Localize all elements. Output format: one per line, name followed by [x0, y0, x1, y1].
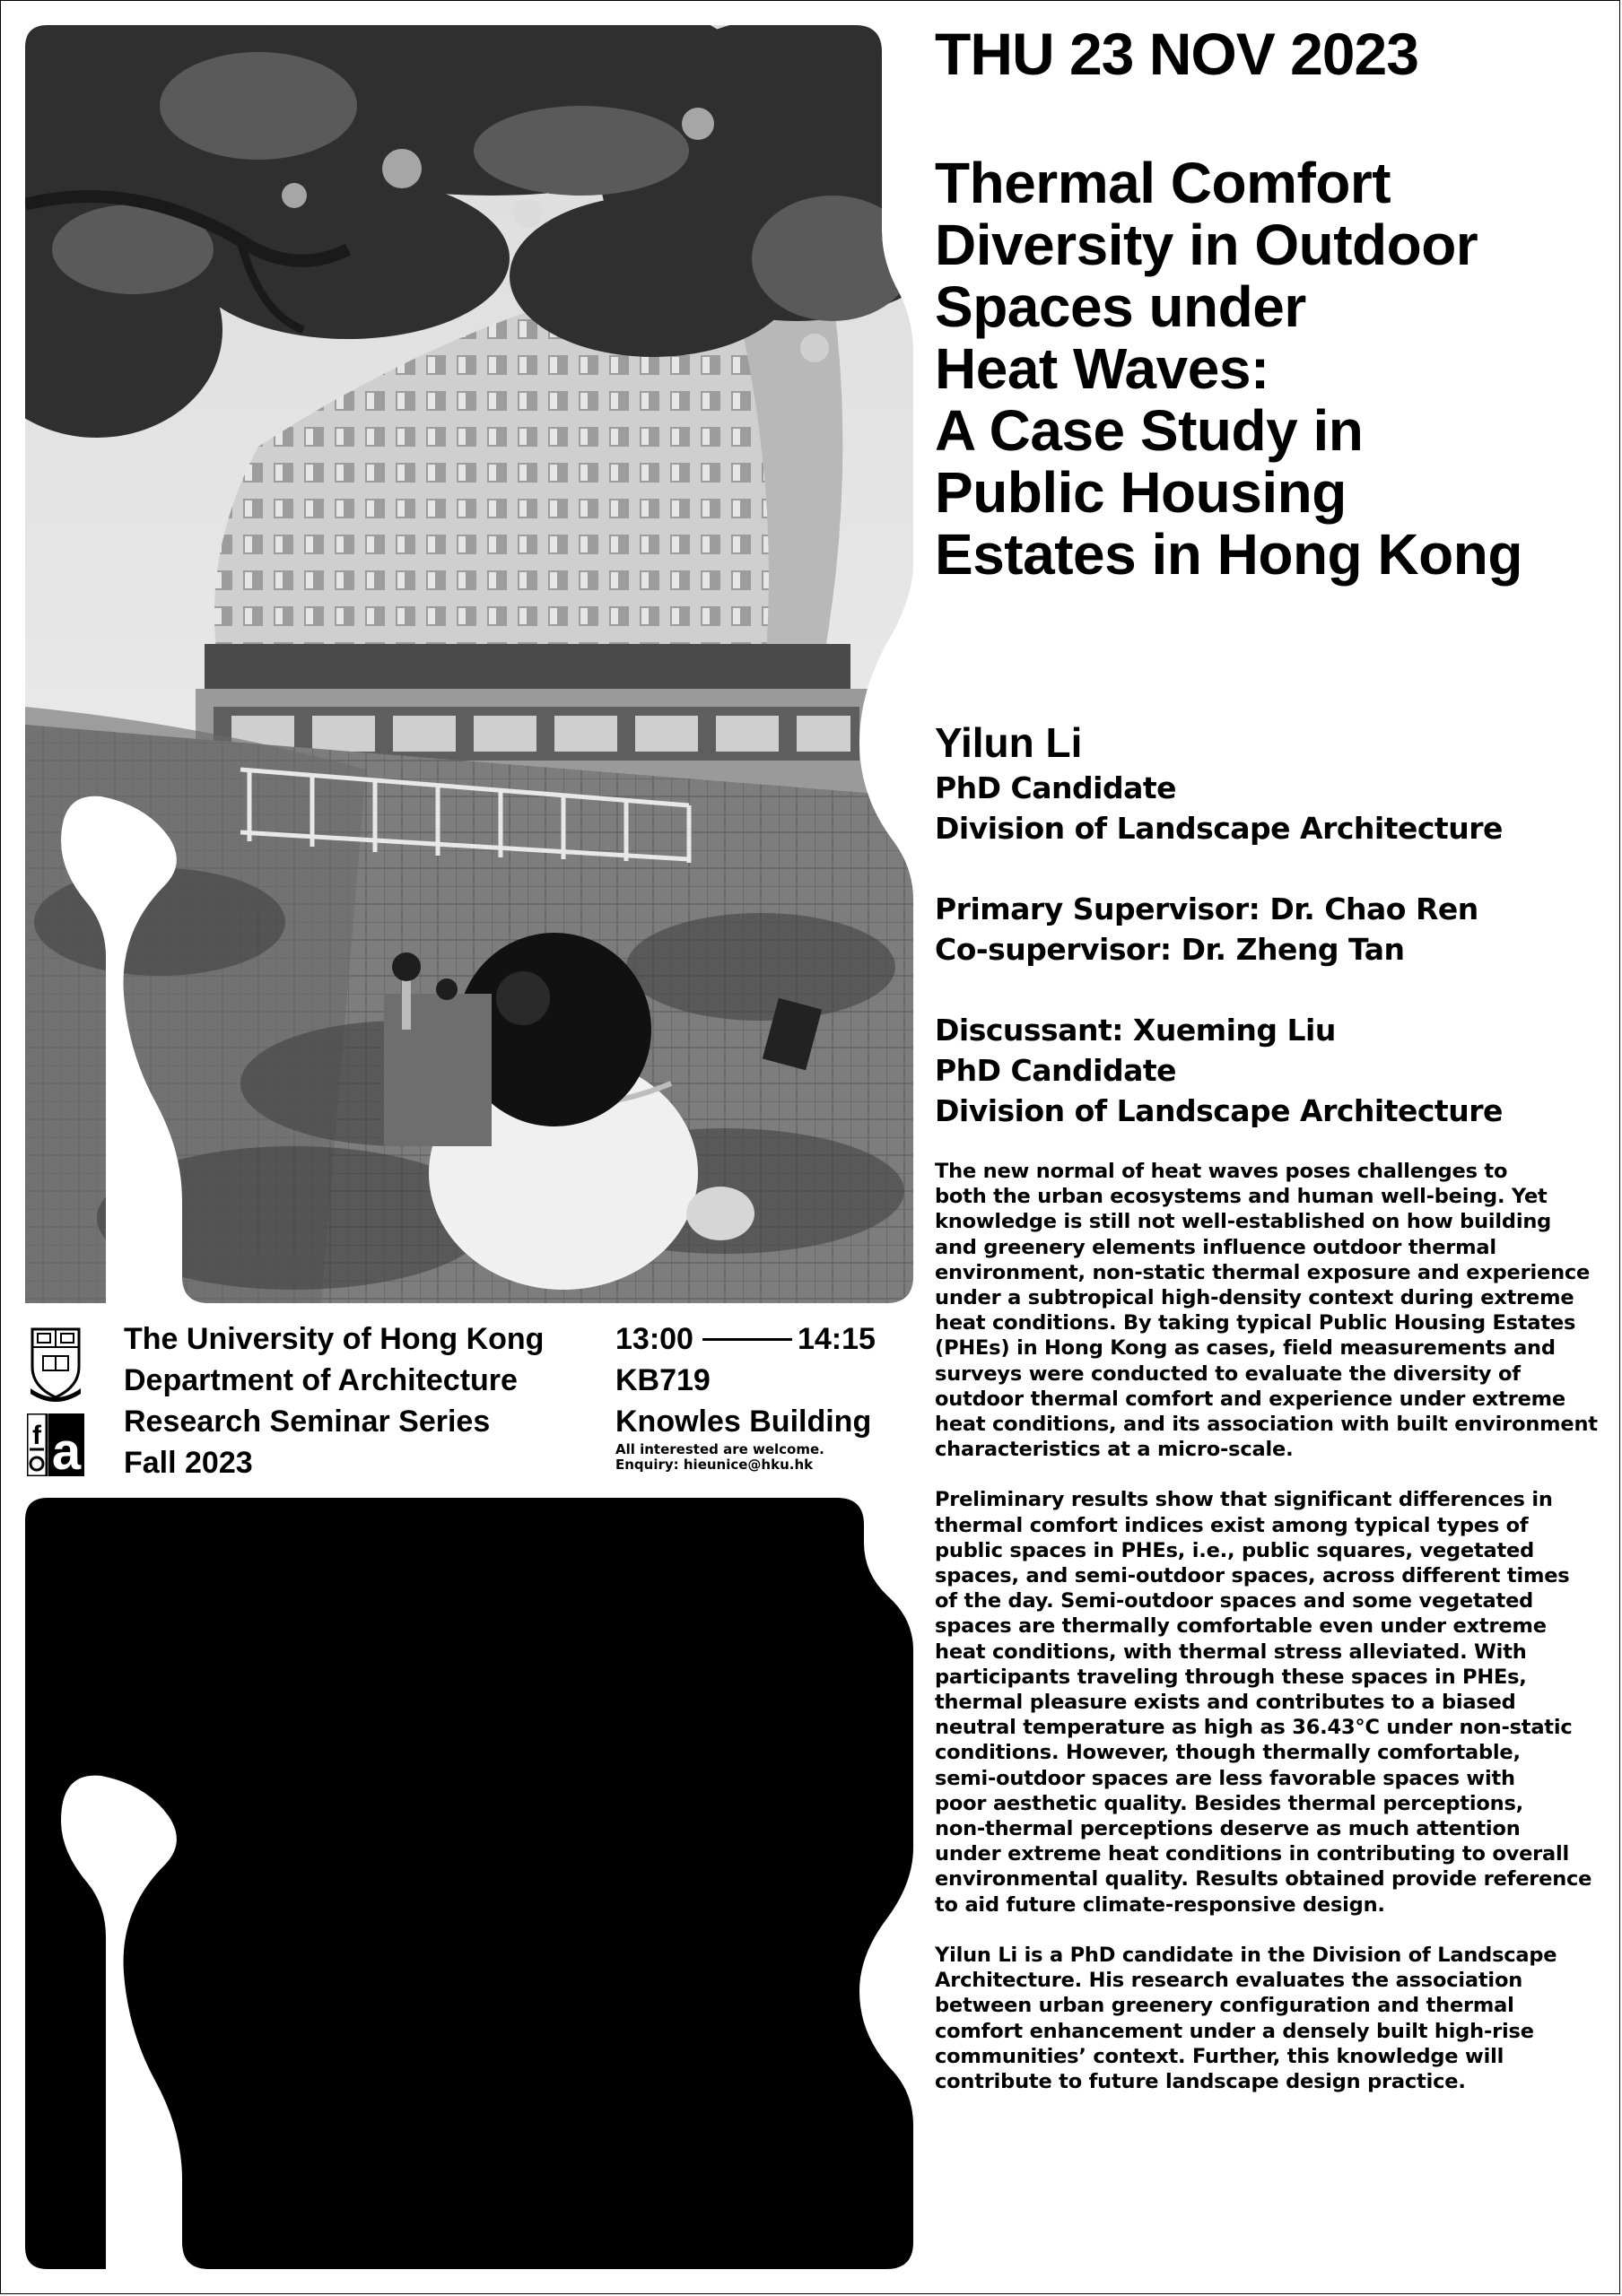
fa-logo-letter-a: a	[51, 1422, 82, 1476]
abstract-line: under a subtropical high-density context during extreme	[935, 1286, 1574, 1310]
event-room: KB719	[615, 1363, 711, 1397]
time-start: 13:00	[615, 1322, 693, 1356]
title-line: Thermal Comfort	[935, 151, 1391, 215]
abstract-line: heat conditions, with thermal stress alleviated. With	[935, 1639, 1527, 1664]
time-end: 14:15	[797, 1322, 876, 1356]
title-line: Estates in Hong Kong	[935, 522, 1522, 587]
abstract-line: participants traveling through these spaces in PHEs,	[935, 1665, 1527, 1689]
event-date: THU 23 NOV 2023	[935, 21, 1418, 87]
event-time	[615, 1318, 903, 1360]
fa-logo-letter-f: f	[32, 1421, 41, 1450]
time-range-dash	[702, 1338, 792, 1341]
abstract-line: thermal comfort indices exist among typical types of	[935, 1513, 1529, 1537]
department-name: Department of Architecture	[124, 1363, 518, 1397]
abstract-line: knowledge is still not well-established on how building	[935, 1210, 1552, 1234]
welcome-note: All interested are welcome.	[615, 1441, 824, 1457]
blob-svg	[25, 1498, 913, 2269]
abstract-paragraph-1	[935, 1159, 1608, 1462]
co-supervisor: Co-supervisor: Dr. Zheng Tan	[935, 932, 1405, 967]
abstract-line: (PHEs) in Hong Kong as cases, field measurements and	[935, 1336, 1556, 1361]
event-details	[615, 1318, 903, 1473]
abstract-line: of the day. Semi-outdoor spaces and some vegetated	[935, 1589, 1534, 1613]
abstract-line: conditions. However, though thermally comfortable,	[935, 1741, 1521, 1765]
abstract-line: The new normal of heat waves poses challenges to	[935, 1160, 1508, 1183]
series-name: Research Seminar Series	[124, 1405, 491, 1439]
presenter-role: PhD Candidate	[935, 770, 1177, 805]
abstract-line: Preliminary results show that significant differences in	[935, 1488, 1553, 1512]
institution-block	[124, 1318, 544, 1483]
abstract-line: to aid future climate-responsive design.	[935, 1892, 1385, 1917]
presenter-bio	[935, 1943, 1608, 2094]
title-line: Heat Waves:	[935, 336, 1269, 401]
abstract-paragraph-2	[935, 1487, 1608, 1917]
abstract-line: poor aesthetic quality. Besides thermal perceptions,	[935, 1791, 1523, 1815]
event-building: Knowles Building	[615, 1405, 872, 1439]
title-line: A Case Study in	[935, 398, 1364, 463]
bio-line: comfort enhancement under a densely built high-rise	[935, 2019, 1534, 2043]
title-line: Diversity in Outdoor	[935, 213, 1478, 277]
abstract-line: under extreme heat conditions in contributing to overall	[935, 1842, 1570, 1866]
abstract-line: heat conditions. By taking typical Public Housing Estates	[935, 1311, 1576, 1335]
seminar-title	[935, 152, 1608, 586]
abstract-section	[935, 1159, 1608, 2094]
presenter-division: Division of Landscape Architecture	[935, 811, 1503, 846]
presenter-name: Yilun Li	[935, 719, 1083, 766]
abstract-line: heat conditions, and its association with built environment	[935, 1413, 1598, 1437]
title-line: Spaces under	[935, 274, 1306, 339]
abstract-line: and greenery elements influence outdoor thermal	[935, 1235, 1496, 1259]
primary-supervisor: Primary Supervisor: Dr. Chao Ren	[935, 891, 1478, 926]
abstract-line: thermal pleasure exists and contributes to a biased	[935, 1691, 1516, 1715]
discussant: Discussant: Xueming Liu	[935, 1013, 1336, 1048]
abstract-line: spaces, and semi-outdoor spaces, across different times	[935, 1564, 1570, 1588]
discussant-division: Division of Landscape Architecture	[935, 1093, 1503, 1128]
bio-line: between urban greenery configuration and thermal	[935, 1994, 1514, 2018]
enquiry-email[interactable]: Enquiry: hieunice@hku.hk	[615, 1457, 814, 1473]
abstract-line: both the urban ecosystems and human well-being. Yet	[935, 1185, 1548, 1209]
university-name: The University of Hong Kong	[124, 1322, 545, 1356]
abstract-line: environment, non-static thermal exposure and experience	[935, 1260, 1591, 1284]
logos	[27, 1326, 86, 1476]
abstract-line: surveys were conducted to evaluate the diversity of	[935, 1361, 1521, 1386]
abstract-line: characteristics at a micro-scale.	[935, 1438, 1294, 1462]
faculty-architecture-logo	[27, 1413, 84, 1476]
seminar-photo	[25, 25, 913, 1303]
abstract-line: public spaces in PHEs, i.e., public squares, vegetated	[935, 1538, 1535, 1562]
people-section	[935, 718, 1608, 1131]
bio-line: Architecture. His research evaluates the association	[935, 1969, 1523, 1993]
bio-line: communities’ context. Further, this knowledge will	[935, 2044, 1504, 2068]
term: Fall 2023	[124, 1446, 253, 1480]
abstract-line: outdoor thermal comfort and experience under extreme	[935, 1387, 1565, 1411]
abstract-line: neutral temperature as high as 36.43°C under non-static	[935, 1716, 1573, 1740]
black-blob-shape	[25, 1498, 913, 2269]
abstract-line: semi-outdoor spaces are less favorable spaces with	[935, 1766, 1515, 1790]
abstract-line: spaces are thermally comfortable even under extreme	[935, 1614, 1547, 1639]
discussant-role: PhD Candidate	[935, 1053, 1177, 1088]
hku-crest-logo	[27, 1326, 84, 1403]
bio-line: Yilun Li is a PhD candidate in the Division of Landscape	[935, 1943, 1557, 1967]
photo-svg	[25, 25, 913, 1303]
abstract-line: environmental quality. Results obtained provide reference	[935, 1867, 1592, 1892]
bio-line: contribute to future landscape design practice.	[935, 2069, 1466, 2093]
title-line: Public Housing	[935, 460, 1347, 525]
abstract-line: non-thermal perceptions deserve as much attention	[935, 1817, 1521, 1841]
